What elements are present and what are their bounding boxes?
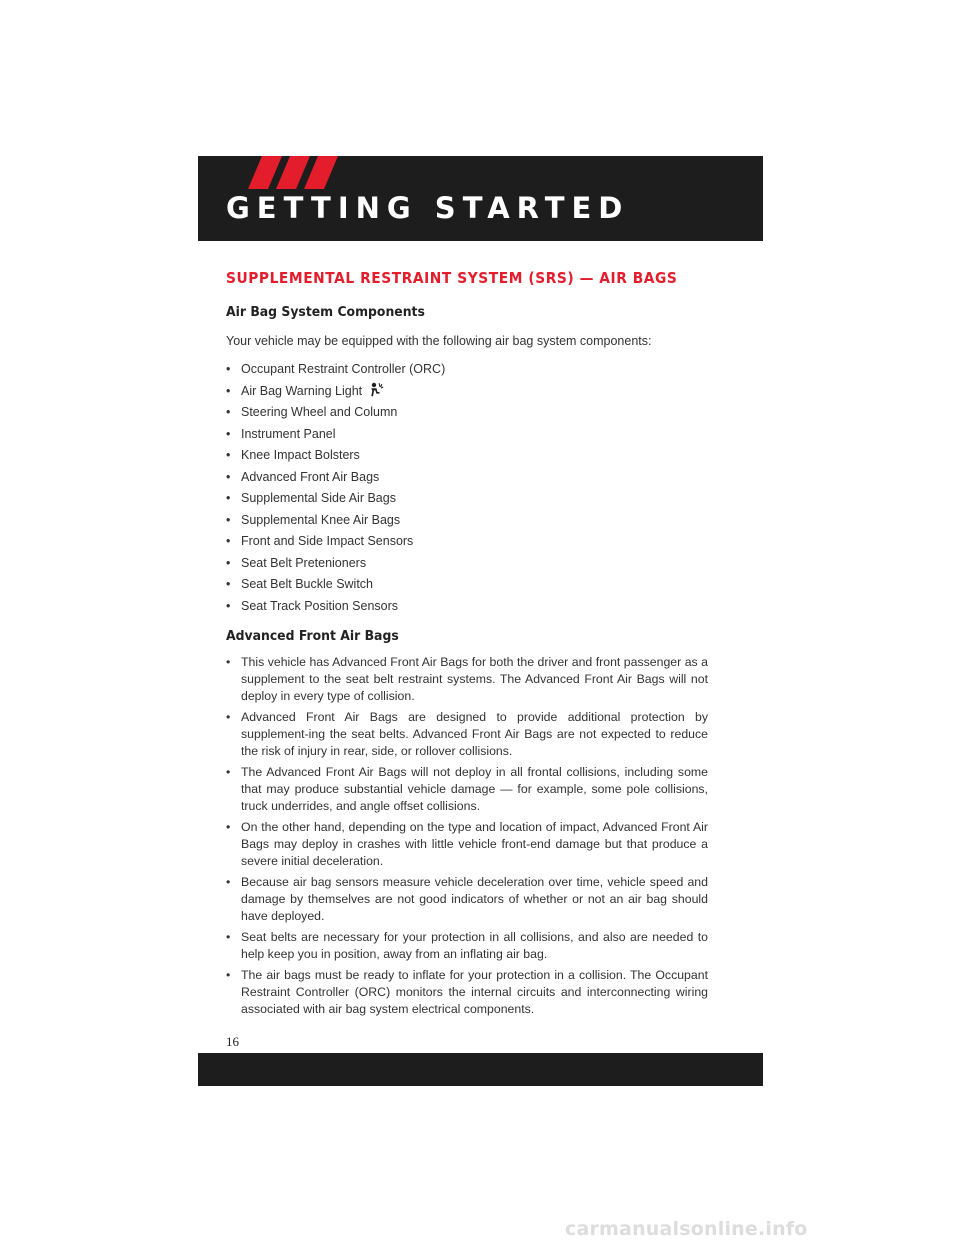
list-item: • Seat Belt Buckle Switch (226, 574, 708, 596)
footer-band (198, 1053, 763, 1086)
list-item: • Front and Side Impact Sensors (226, 531, 708, 553)
list-item: • Supplemental Side Air Bags (226, 488, 708, 510)
watermark: carmanualsonline.info (565, 1218, 808, 1240)
list-item: • Seat belts are necessary for your protection in all collisions, and also are needed to help keep you in position, away from an inflating air bag. (226, 929, 708, 963)
red-stripes-logo (248, 156, 348, 189)
components-intro: Your vehicle may be equipped with the following air bag system components: (226, 334, 652, 348)
components-list (226, 359, 708, 617)
list-item: • Advanced Front Air Bags are designed to provide additional protection by supplement-ing the seat belts. Advanced Front Air Bags are not expected to reduce the risk of injury in rear, side, or rollover collisions. (226, 709, 708, 760)
list-item: • The air bags must be ready to inflate for your protection in a collision. The Occupant Restraint Controller (ORC) monitors the internal circuits and interconnecting wiring associated with air bag system electrical components. (226, 967, 708, 1018)
section-title: SUPPLEMENTAL RESTRAINT SYSTEM (SRS) — AIR BAGS (226, 269, 678, 287)
list-item: • Supplemental Knee Air Bags (226, 510, 708, 532)
airbag-warning-icon (368, 382, 384, 397)
list-item: • The Advanced Front Air Bags will not deploy in all frontal collisions, including some that may produce substantial vehicle damage — for example, some pole collisions, truck underrides, and angle offset collisions. (226, 764, 708, 815)
page-content (226, 268, 708, 1022)
advanced-airbags-list (226, 654, 708, 1018)
list-item: • This vehicle has Advanced Front Air Bags for both the driver and front passenger as a supplement to the seat belt restraint systems. The Advanced Front Air Bags will not deploy in every type of collision. (226, 654, 708, 705)
list-item: • Because air bag sensors measure vehicle deceleration over time, vehicle speed and damage by themselves are not good indicators of whether or not an air bag should have deployed. (226, 874, 708, 925)
list-item: • Knee Impact Bolsters (226, 445, 708, 467)
list-item: • Instrument Panel (226, 424, 708, 446)
list-item: • On the other hand, depending on the type and location of impact, Advanced Front Air Bags may deploy in crashes with little vehicle front-end damage but that produce a severe initial deceleration. (226, 819, 708, 870)
list-item: • Seat Belt Pretenioners (226, 553, 708, 575)
chapter-title: GETTING STARTED (226, 191, 630, 225)
components-heading: Air Bag System Components (226, 304, 425, 320)
advanced-airbags-heading: Advanced Front Air Bags (226, 628, 399, 644)
list-item: • Occupant Restraint Controller (ORC) (226, 359, 708, 381)
chapter-header-band (198, 156, 763, 241)
page-number: 16 (226, 1034, 239, 1049)
list-item: • Advanced Front Air Bags (226, 467, 708, 489)
list-item: • Seat Track Position Sensors (226, 596, 708, 618)
list-item: • Steering Wheel and Column (226, 402, 708, 424)
list-item: • Air Bag Warning Light (226, 381, 708, 403)
